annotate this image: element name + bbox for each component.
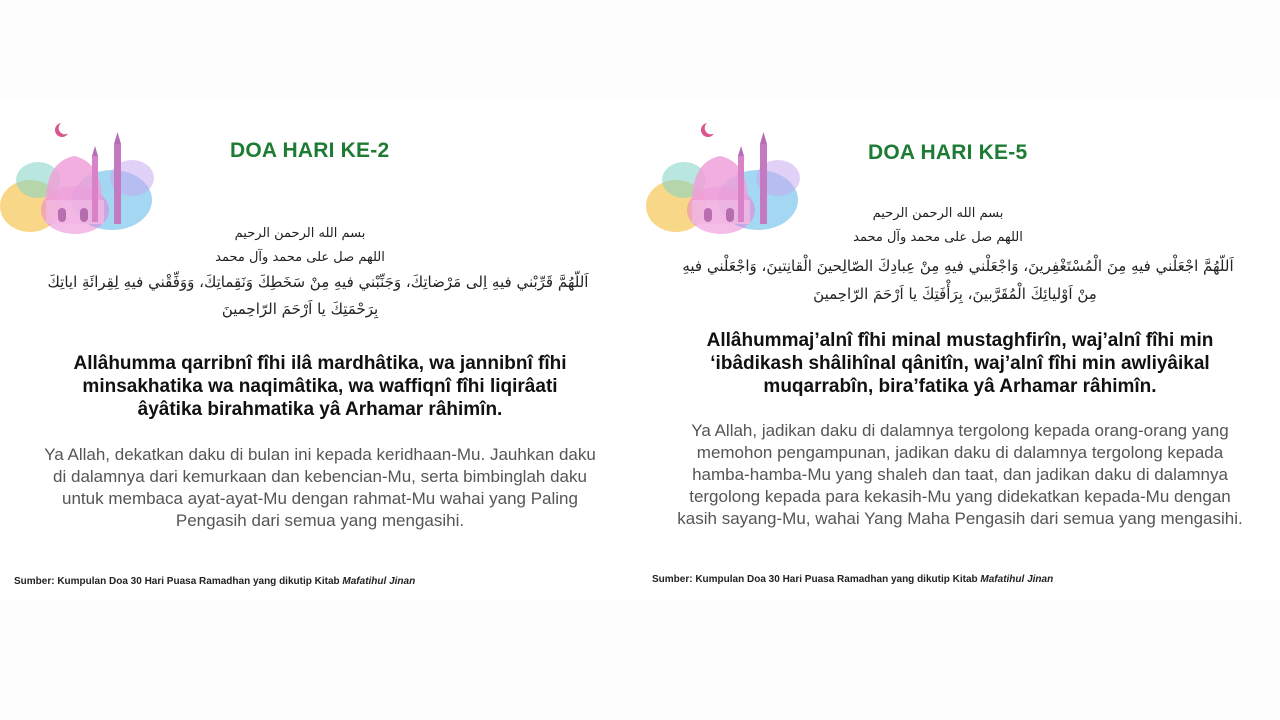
crescent-moon-icon [701, 122, 717, 137]
top-background-band [0, 0, 1280, 100]
doa-card-day-5 [640, 100, 1280, 600]
arabic-prayer-line-2: بِرَحْمَتِكَ يا اَرْحَمَ الرّاحِمينَ [221, 300, 379, 318]
salawat-text: اللهم صل على محمد وآل محمد [215, 250, 385, 265]
source-book: Mafatihul Jinan [342, 576, 416, 587]
latin-transliteration: Allâhummaj’alnî fîhi minal mustaghfirîn, waj’alnî fîhi min ‘ibâdikash shâlihînal qânitîn, waj’alnî fîhi min awliyâikal muqarrabîn, bira’fatika yâ Arhamar râhimîn. [706, 330, 1214, 397]
mosque-watercolor-icon [646, 118, 806, 236]
source-citation [14, 576, 415, 587]
doa-title: DOA HARI KE-5 [868, 141, 1028, 164]
arabic-prayer-line-1: اَللّهُمَّ اجْعَلْني فيهِ مِنَ الْمُسْتَغْفِرينَ، وَاجْعَلْني فيهِ مِنْ عِبادِكَ الصّالِحينَ الْقانِتينَ، وَاجْعَلْني فيهِ [682, 257, 1234, 275]
source-citation [652, 574, 1053, 585]
source-prefix: Sumber: Kumpulan Doa 30 Hari Puasa Ramadhan yang dikutip Kitab [652, 574, 978, 585]
basmalah-text: بسم الله الرحمن الرحيم [872, 206, 1004, 221]
source-prefix: Sumber: Kumpulan Doa 30 Hari Puasa Ramadhan yang dikutip Kitab [14, 576, 340, 587]
latin-transliteration: Allâhumma qarribnî fîhi ilâ mardhâtika, wa jannibnî fîhi minsakhatika wa naqimâtika, wa waffiqnî fîhi liqirâati âyâtika birahmatika yâ Arhamar râhimîn. [73, 353, 567, 420]
basmalah-text: بسم الله الرحمن الرحيم [234, 226, 366, 241]
doa-card-day-2 [0, 100, 640, 600]
arabic-prayer-line-2: مِنْ اَوْليائِكَ الْمُقَرَّبينَ، بِرَأْفَتِكَ يا اَرْحَمَ الرّاحِمينَ [813, 285, 1097, 303]
source-book: Mafatihul Jinan [980, 574, 1054, 585]
mosque-watercolor-icon [0, 118, 160, 236]
crescent-moon-icon [55, 122, 71, 137]
translation-text: Ya Allah, jadikan daku di dalamnya tergolong kepada orang-orang yang memohon pengampunan, jadikan daku di dalamnya tergolong kepada hamba-hamba-Mu yang shaleh dan taat, dan jadikan daku di dalamnya tergolong kepada para kekasih-Mu yang didekatkan kepada-Mu dengan kasih sayang-Mu, wahai Yang Maha Pengasih dari semua yang mengasihi. [677, 421, 1243, 528]
doa-title: DOA HARI KE-2 [230, 139, 390, 162]
salawat-text: اللهم صل على محمد وآل محمد [853, 230, 1023, 245]
translation-text: Ya Allah, dekatkan daku di bulan ini kepada keridhaan-Mu. Jauhkan daku di dalamnya dari kemurkaan dan kebencian-Mu, serta bimbinglah daku untuk membaca ayat-ayat-Mu dengan rahmat-Mu wahai yang Paling Pengasih dari semua yang mengasihi. [44, 445, 596, 530]
arabic-prayer-line-1: اَللّهُمَّ قَرِّبْني فيهِ اِلى مَرْضاتِكَ، وَجَنِّبْني فيهِ مِنْ سَخَطِكَ وَنَقِماتِكَ، وَوَفِّقْني فيهِ لِقِرائَةِ اياتِكَ [47, 273, 589, 291]
bottom-background-band [0, 600, 1280, 720]
